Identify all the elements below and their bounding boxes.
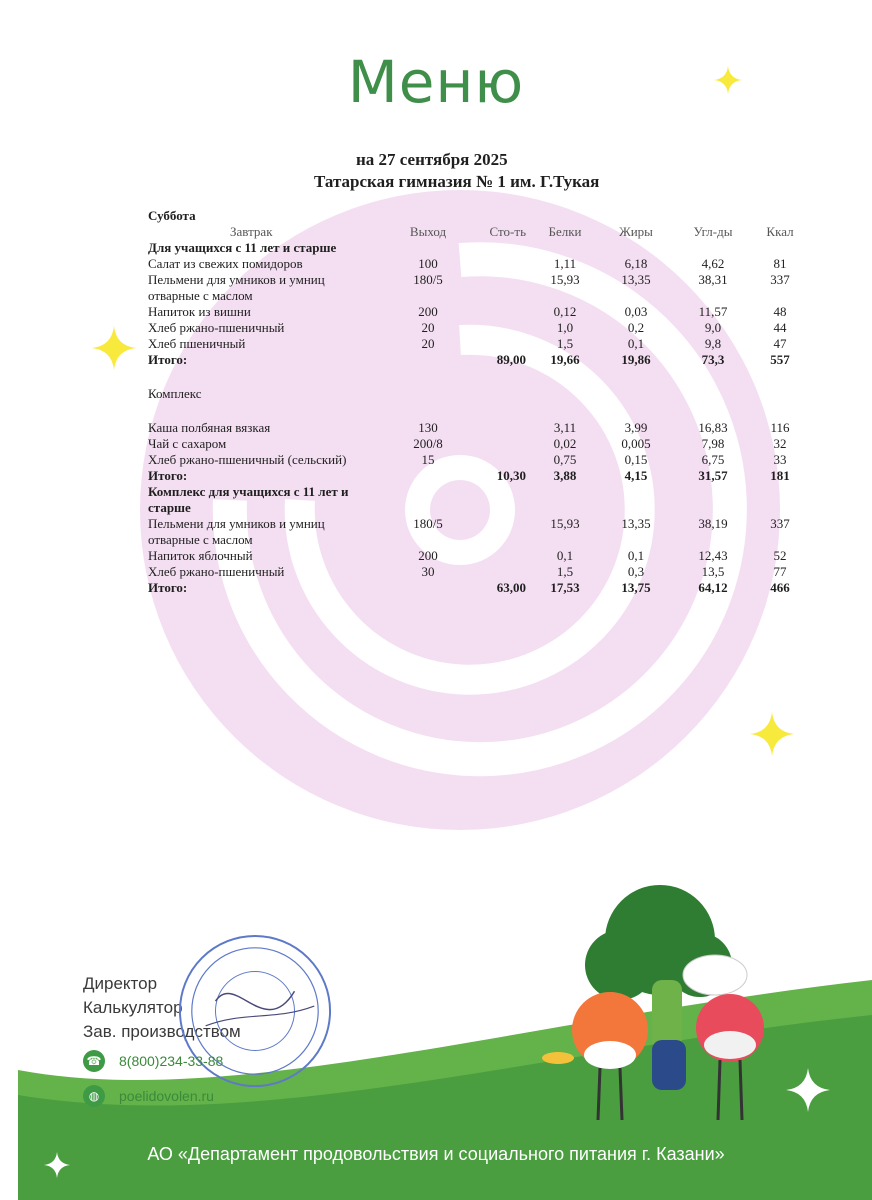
dish-fat: 6,18 (624, 256, 648, 271)
dish-kcal: 337 (770, 516, 790, 531)
total-row (148, 580, 818, 596)
section-title: Для учащихся с 11 лет и старше (148, 240, 337, 255)
dish-name: Напиток яблочный (148, 548, 253, 563)
table-row (148, 336, 818, 352)
col-carbs: Угл-ды (693, 224, 733, 239)
dish-carbs: 9,0 (704, 320, 722, 335)
table-row (148, 256, 818, 272)
section-title: Комплекс (148, 386, 202, 401)
dish-protein: 3,11 (553, 420, 577, 435)
dish-kcal: 32 (773, 436, 787, 451)
menu-date: на 27 сентября 2025 (356, 150, 508, 169)
dish-name: Хлеб ржано-пшеничный (148, 320, 285, 335)
dish-name: Чай с сахаром (148, 436, 227, 451)
total-carbs: 73,3 (701, 352, 725, 367)
dish-protein: 15,93 (550, 516, 580, 531)
dish-output: 100 (418, 256, 438, 271)
dish-fat: 0,3 (627, 564, 645, 579)
table-row (148, 304, 818, 320)
total-protein: 19,66 (550, 352, 580, 367)
dish-fat: 3,99 (624, 420, 648, 435)
dish-output: 15 (421, 452, 435, 467)
dish-fat: 0,03 (624, 304, 648, 319)
dish-fat: 0,2 (627, 320, 645, 335)
total-label: Итого: (148, 468, 188, 483)
dish-output: 20 (421, 320, 435, 335)
dish-protein: 1,5 (556, 336, 574, 351)
table-row (148, 420, 818, 436)
dish-kcal: 33 (773, 452, 787, 467)
dish-kcal: 48 (773, 304, 787, 319)
dish-output: 20 (421, 336, 435, 351)
sparkle-icon (92, 326, 136, 370)
dish-output: 30 (421, 564, 435, 579)
total-kcal: 181 (770, 468, 790, 483)
dish-kcal: 47 (773, 336, 787, 351)
organization-name: АО «Департамент продовольствия и социального питания г. Казани» (147, 1144, 725, 1164)
dish-carbs: 12,43 (698, 548, 728, 563)
dish-output: 200 (418, 548, 438, 563)
total-kcal: 557 (770, 352, 790, 367)
dish-protein: 0,1 (556, 548, 574, 563)
dish-name: Пельмени для умников и умниц отварные с маслом (148, 272, 325, 303)
dish-fat: 0,15 (624, 452, 648, 467)
total-protein: 17,53 (550, 580, 580, 595)
dish-carbs: 4,62 (701, 256, 725, 271)
table-row (148, 452, 818, 468)
mascots-illustration (540, 880, 810, 1130)
dish-carbs: 13,5 (701, 564, 725, 579)
contact-website[interactable] (83, 1085, 214, 1107)
dish-protein: 0,75 (553, 452, 577, 467)
dish-name: Пельмени для умников и умниц отварные с маслом (148, 516, 325, 547)
dish-carbs: 7,98 (701, 436, 725, 451)
dish-carbs: 11,57 (698, 304, 728, 319)
dish-fat: 0,005 (621, 436, 651, 451)
dish-kcal: 44 (773, 320, 787, 335)
total-kcal: 466 (770, 580, 790, 595)
dish-output: 200 (418, 304, 438, 319)
col-fat: Жиры (619, 224, 653, 239)
contact-phone[interactable] (83, 1050, 223, 1072)
page-title: Меню (347, 48, 525, 116)
table-row (148, 516, 818, 548)
table-row (148, 272, 818, 304)
dish-name: Хлеб ржано-пшеничный (сельский) (148, 452, 347, 467)
col-cost: Сто-ть (489, 224, 526, 239)
dish-carbs: 38,31 (698, 272, 728, 287)
dish-kcal: 116 (770, 420, 790, 435)
total-cost: 63,00 (496, 580, 526, 595)
dish-protein: 1,5 (556, 564, 574, 579)
table-row (148, 436, 818, 452)
dish-name: Каша полбяная вязкая (148, 420, 271, 435)
total-row (148, 352, 818, 368)
dish-fat: 13,35 (621, 516, 651, 531)
dish-fat: 13,35 (621, 272, 651, 287)
menu-sections (148, 240, 818, 596)
dish-name: Салат из свежих помидоров (148, 256, 303, 271)
sparkle-icon (750, 712, 794, 756)
menu-table (148, 208, 818, 596)
dish-fat: 0,1 (627, 548, 645, 563)
dish-output: 200/8 (413, 436, 443, 451)
dish-protein: 1,0 (556, 320, 574, 335)
col-output: Выход (409, 224, 447, 239)
table-row (148, 564, 818, 580)
dish-kcal: 52 (773, 548, 787, 563)
staff-director: Директор (83, 974, 158, 993)
dish-name: Хлеб ржано-пшеничный (148, 564, 285, 579)
sparkle-icon (786, 1068, 830, 1112)
dish-fat: 0,1 (627, 336, 645, 351)
total-label: Итого: (148, 580, 188, 595)
dish-protein: 0,12 (553, 304, 577, 319)
col-kcal: Ккал (766, 224, 794, 239)
total-cost: 10,30 (496, 468, 526, 483)
section-title: Комплекс для учащихся с 11 лет и старше (148, 484, 349, 515)
phone-number: 8(800)234-33-88 (119, 1053, 224, 1069)
total-cost: 89,00 (496, 352, 526, 367)
total-fat: 19,86 (621, 352, 651, 367)
day-label: Суббота (148, 208, 196, 223)
school-name: Татарская гимназия № 1 им. Г.Тукая (314, 172, 600, 191)
dish-output: 180/5 (413, 516, 443, 531)
dish-output: 180/5 (413, 272, 443, 287)
staff-production-head: Зав. производством (83, 1022, 241, 1041)
table-row (148, 320, 818, 336)
dish-carbs: 38,19 (698, 516, 728, 531)
phone-icon: ☎ (83, 1050, 105, 1072)
dish-kcal: 81 (773, 256, 787, 271)
dish-name: Хлеб пшеничный (148, 336, 246, 351)
dish-carbs: 6,75 (701, 452, 725, 467)
dish-kcal: 337 (770, 272, 790, 287)
total-fat: 4,15 (624, 468, 648, 483)
col-protein: Белки (548, 224, 582, 239)
col-meal: Завтрак (230, 224, 273, 239)
table-header (148, 224, 818, 240)
dish-carbs: 16,83 (698, 420, 728, 435)
dish-protein: 1,11 (553, 256, 577, 271)
dish-protein: 15,93 (550, 272, 580, 287)
globe-icon: ◍ (83, 1085, 105, 1107)
table-row (148, 548, 818, 564)
website-link: poelidovolen.ru (119, 1088, 214, 1104)
staff-calculator: Калькулятор (83, 998, 183, 1017)
dish-carbs: 9,8 (704, 336, 722, 351)
dish-protein: 0,02 (553, 436, 577, 451)
dish-name: Напиток из вишни (148, 304, 251, 319)
total-label: Итого: (148, 352, 188, 367)
total-fat: 13,75 (621, 580, 651, 595)
total-row (148, 468, 818, 484)
total-carbs: 64,12 (698, 580, 728, 595)
total-carbs: 31,57 (698, 468, 728, 483)
dish-kcal: 77 (773, 564, 787, 579)
dish-output: 130 (418, 420, 438, 435)
total-protein: 3,88 (553, 468, 577, 483)
